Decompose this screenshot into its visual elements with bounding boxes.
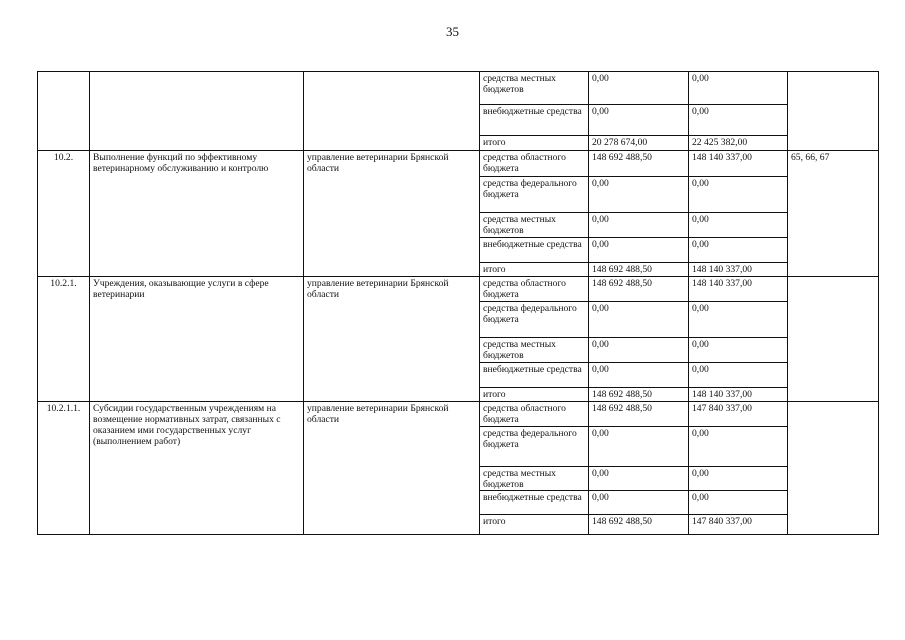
item-executor: управление ветеринарии Брянской области [304,151,480,277]
value-fact: 147 840 337,00 [689,515,788,535]
item-code: 10.2.1. [38,277,90,402]
budget-table [37,71,879,535]
value-plan: 0,00 [589,105,689,136]
value-plan: 148 692 488,50 [589,151,689,177]
value-plan: 20 278 674,00 [589,136,689,151]
indicator-refs [788,402,879,535]
funding-source: средства местных бюджетов [480,72,589,105]
value-plan: 0,00 [589,213,689,238]
funding-source: внебюджетные средства [480,363,589,388]
value-plan: 148 692 488,50 [589,402,689,427]
table-body [38,72,879,535]
funding-source: внебюджетные средства [480,491,589,515]
value-fact: 0,00 [689,363,788,388]
item-code: 10.2.1.1. [38,402,90,535]
value-fact: 0,00 [689,238,788,263]
value-fact: 0,00 [689,105,788,136]
value-fact: 0,00 [689,302,788,338]
value-fact: 0,00 [689,467,788,491]
value-plan: 148 692 488,50 [589,263,689,277]
item-name: Учреждения, оказывающие услуги в сфере ветеринарии [90,277,304,402]
funding-source: средства областного бюджета [480,277,589,302]
item-name: Выполнение функций по эффективному ветеринарному обслуживанию и контролю [90,151,304,277]
funding-source: внебюджетные средства [480,238,589,263]
table-row [38,277,879,302]
value-fact: 22 425 382,00 [689,136,788,151]
indicator-refs [788,72,879,151]
funding-source: итого [480,136,589,151]
value-fact: 148 140 337,00 [689,151,788,177]
page-number: 35 [446,24,459,39]
funding-source: итого [480,388,589,402]
value-plan: 0,00 [589,427,689,467]
value-plan: 0,00 [589,363,689,388]
funding-source: итого [480,515,589,535]
value-fact: 148 140 337,00 [689,277,788,302]
funding-source: внебюджетные средства [480,105,589,136]
item-executor: управление ветеринарии Брянской области [304,402,480,535]
value-fact: 148 140 337,00 [689,263,788,277]
value-fact: 0,00 [689,491,788,515]
funding-source: итого [480,263,589,277]
item-code: 10.2. [38,151,90,277]
value-fact: 0,00 [689,338,788,363]
value-fact: 0,00 [689,213,788,238]
funding-source: средства областного бюджета [480,151,589,177]
value-plan: 0,00 [589,302,689,338]
item-name [90,72,304,151]
funding-source: средства местных бюджетов [480,467,589,491]
table-row [38,151,879,177]
funding-source: средства федерального бюджета [480,302,589,338]
indicator-refs: 65, 66, 67 [788,151,879,277]
funding-source: средства федерального бюджета [480,177,589,213]
value-plan: 0,00 [589,238,689,263]
item-code [38,72,90,151]
table-row [38,402,879,427]
value-plan: 148 692 488,50 [589,388,689,402]
item-name: Субсидии государственным учреждениям на возмещение нормативных затрат, связанных с оказанием ими государственных услуг (выполнением работ) [90,402,304,535]
value-fact: 0,00 [689,72,788,105]
value-plan: 0,00 [589,491,689,515]
funding-source: средства федерального бюджета [480,427,589,467]
value-fact: 0,00 [689,427,788,467]
table-row [38,72,879,105]
value-plan: 0,00 [589,338,689,363]
value-fact: 147 840 337,00 [689,402,788,427]
funding-source: средства местных бюджетов [480,213,589,238]
indicator-refs [788,277,879,402]
value-fact: 0,00 [689,177,788,213]
value-plan: 148 692 488,50 [589,277,689,302]
item-executor [304,72,480,151]
value-plan: 0,00 [589,467,689,491]
funding-source: средства областного бюджета [480,402,589,427]
value-plan: 148 692 488,50 [589,515,689,535]
value-fact: 148 140 337,00 [689,388,788,402]
funding-source: средства местных бюджетов [480,338,589,363]
item-executor: управление ветеринарии Брянской области [304,277,480,402]
value-plan: 0,00 [589,72,689,105]
value-plan: 0,00 [589,177,689,213]
